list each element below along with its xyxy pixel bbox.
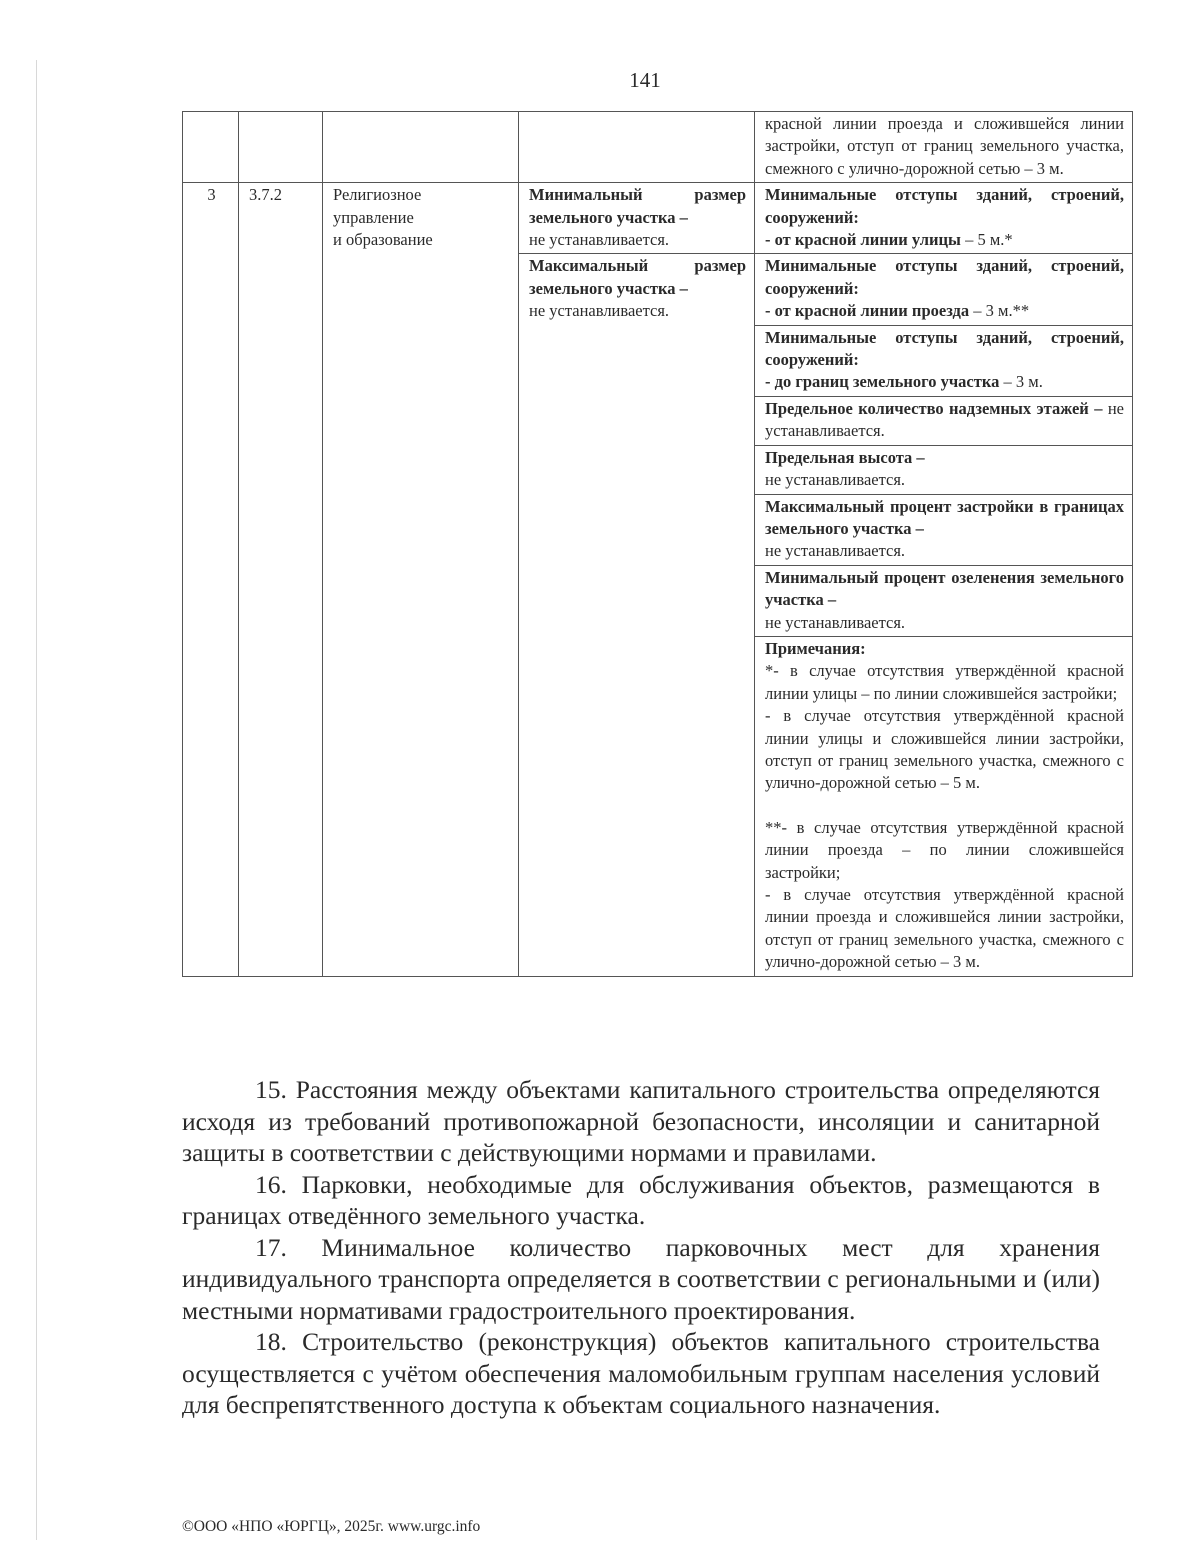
note-spacer bbox=[765, 795, 1124, 817]
row-code: 3.7.2 bbox=[239, 183, 323, 976]
min-plot-size-value: не устанавливается. bbox=[529, 230, 670, 250]
cell-num-empty bbox=[183, 112, 239, 183]
param-sub: - до границ земельного участка bbox=[765, 372, 1000, 392]
max-plot-size-cell bbox=[519, 254, 755, 976]
param-value: не устанавливается. bbox=[765, 541, 906, 561]
paragraph-17: 17. Минимальное количество парковочных мест для хранения индивидуального транспорта определяется в соответствии с региональными и (или) местными нормативами градостроительного проектирования. bbox=[182, 1232, 1100, 1325]
notes-title: Примечания: bbox=[765, 638, 866, 658]
param-value: – 3 м. bbox=[999, 372, 1043, 392]
max-plot-size-value: не устанавливается. bbox=[529, 301, 670, 321]
param-sub: - от красной линии улицы bbox=[765, 230, 961, 250]
page-margin-line bbox=[36, 60, 37, 1540]
table-row bbox=[183, 183, 1133, 254]
param-label: Минимальные отступы зданий, строений, сооружений: bbox=[765, 327, 1124, 370]
cell-size-empty bbox=[519, 112, 755, 183]
cell-name-empty bbox=[323, 112, 519, 183]
page-number: 141 bbox=[629, 68, 661, 92]
param-label: Предельная высота – bbox=[765, 447, 925, 467]
param-floors bbox=[755, 396, 1133, 445]
param-label: Минимальные отступы зданий, строений, сооружений: bbox=[765, 256, 1124, 298]
min-plot-size-label: Минимальный размер земельного участка – bbox=[529, 185, 746, 227]
min-plot-size-cell bbox=[519, 183, 755, 254]
note-item: *- в случае отсутствия утверждённой красной линии улицы – по линии сложившейся застройки; bbox=[765, 661, 1124, 703]
note-item: - в случае отсутствия утверждённой красной линии улицы и сложившейся линии застройки, отступ от границ земельного участка, смежного с улично-дорожной сетью – 5 м. bbox=[765, 706, 1124, 793]
param-value: не устанавливается. bbox=[765, 612, 906, 632]
param-green-percent bbox=[755, 565, 1133, 636]
param-label: Минимальные отступы зданий, строений, сооружений: bbox=[765, 185, 1124, 227]
paragraph-15: 15. Расстояния между объектами капитального строительства определяются исходя из требований противопожарной безопасности, инсоляции и санитарной защиты в соответствии с действующими нормами и правилами. bbox=[182, 1075, 1100, 1167]
max-plot-size-label: Максимальный размер земельного участка – bbox=[529, 256, 746, 298]
paragraph-18: 18. Строительство (реконструкция) объектов капитального строительства осуществляется с учётом обеспечения маломобильным группам населения условий для беспрепятственного доступа к объектам социального назначения. bbox=[182, 1327, 1100, 1419]
param-label: Предельное количество надземных этажей – bbox=[765, 398, 1103, 418]
note-item: - в случае отсутствия утверждённой красной линии проезда и сложившейся линии застройки, отступ от границ земельного участка, смежного с улично-дорожной сетью – 3 м. bbox=[765, 885, 1124, 972]
note-item: **- в случае отсутствия утверждённой красной линии проезда – по линии сложившейся застройки; bbox=[765, 817, 1124, 882]
param-sub: - от красной линии проезда bbox=[765, 301, 970, 321]
cell-code-empty bbox=[239, 112, 323, 183]
row-number: 3 bbox=[183, 183, 239, 976]
param-label: Максимальный процент застройки в границах земельного участка – bbox=[765, 496, 1124, 538]
paragraph-16: 16. Парковки, необходимые для обслуживания объектов, размещаются в границах отведённого земельного участка. bbox=[182, 1169, 1100, 1230]
use-name-line: и образование bbox=[333, 230, 433, 250]
row-use-name bbox=[323, 183, 519, 976]
regulations-table bbox=[182, 111, 1133, 977]
continuation-text: красной линии проезда и сложившейся линии застройки, отступ от границ земельного участка, смежного с улично-дорожной сетью – 3 м. bbox=[755, 112, 1133, 183]
param-label: Минимальный процент озеленения земельного участка – bbox=[765, 567, 1124, 610]
use-name-line: управление bbox=[333, 207, 414, 227]
body-paragraphs bbox=[182, 1074, 1100, 1421]
param-value: не устанавливается. bbox=[765, 470, 906, 490]
param-value: не устанавливается. bbox=[765, 398, 1124, 441]
notes-cell bbox=[755, 636, 1133, 976]
use-name-line: Религиозное bbox=[333, 185, 422, 205]
param-height bbox=[755, 445, 1133, 494]
table-row-continuation bbox=[183, 112, 1133, 183]
param-setback-street bbox=[755, 183, 1133, 254]
param-build-percent bbox=[755, 494, 1133, 565]
param-setback-plot bbox=[755, 325, 1133, 396]
footer-copyright: ©ООО «НПО «ЮРГЦ», 2025г. www.urgc.info bbox=[182, 1518, 481, 1535]
param-value: – 5 м.* bbox=[960, 230, 1013, 250]
param-setback-passage bbox=[755, 254, 1133, 325]
param-value: – 3 м.** bbox=[969, 301, 1030, 321]
